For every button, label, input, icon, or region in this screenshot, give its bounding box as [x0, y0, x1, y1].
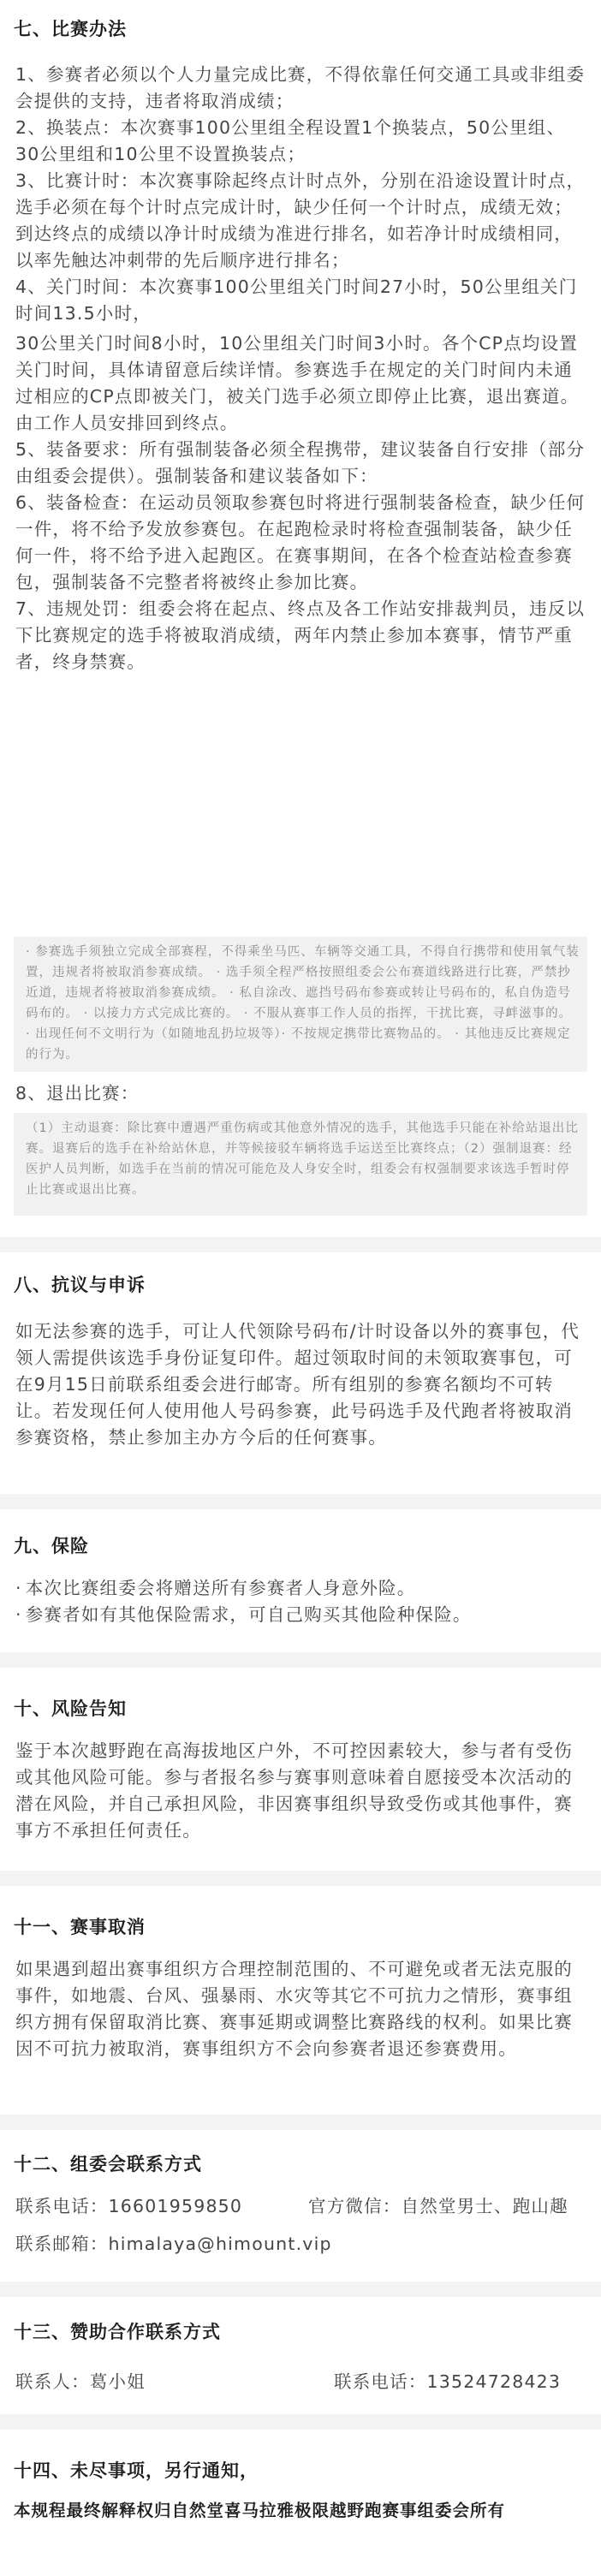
rule-7: 7、违规处罚：组委会将在起点、终点及各工作站安排裁判员，违反以下比赛规定的选手将被取消成绩，两年内禁止参加本赛事，情节严重者，终身禁赛。: [15, 598, 586, 672]
section-divider: [0, 1652, 601, 1668]
rule-1: 1、参赛者必须以个人力量完成比赛，不得依靠任何交通工具或非组委会提供的支持，违者将取消成绩；: [15, 64, 586, 111]
rule-8: 8、退出比赛：: [15, 1083, 140, 1104]
section-divider: [0, 2414, 601, 2430]
organizer-wechat: 官方微信：自然堂男士、跑山趣: [308, 2196, 568, 2216]
section-9-title: 九、保险: [14, 1536, 89, 1556]
section-13-title: 十三、赞助合作联系方式: [14, 2322, 221, 2342]
sponsor-contact: 联系人：葛小姐: [15, 2371, 146, 2392]
section-10-text: 鉴于本次越野跑在高海拔地区户外，不可控因素较大，参与者有受伤或其他风险可能。参与者报名参与赛事则意味着自愿接受本次活动的潜在风险，并自己承担风险，非因赛事组织导致受伤或其他事件，赛事方不承担任何责任。: [15, 1740, 573, 1841]
section-7-title: 七、比赛办法: [14, 19, 127, 39]
section-divider: [0, 1494, 601, 1509]
section-9-list: [15, 1575, 587, 1628]
organizer-phone: 联系电话：16601959850: [15, 2196, 243, 2216]
section-7-rules: [15, 62, 587, 675]
violations-note: · 参赛选手须独立完成全部赛程，不得乘坐马匹、车辆等交通工具，不得自行携带和使用氧气装置，违规者将被取消参赛成绩。 · 选手须全程严格按照组委会公布赛道线路进行比赛，严禁抄近道，违规者将被取消参赛成绩。 · 私自涂改、遮挡号码布参赛或转让号码布的，私自伪造号码布的。 · 以接力方式完成比赛的。 · 不服从赛事工作人员的指挥，干扰比赛，寻衅滋事的。 · 出现任何不文明行为（如随地乱扔垃圾等）· 不按规定携带比赛物品的。 · 其他违反比赛规定的行为。: [26, 945, 580, 1062]
rule-6: 6、装备检查：在运动员领取参赛包时将进行强制装备检查，缺少任何一件，将不给予发放参赛包。在起跑检录时将检查强制装备，缺少任何一件，将不给予进入起跑区。在赛事期间，在各个检查站检查参赛包，强制装备不完整者将被终止参加比赛。: [15, 492, 586, 592]
sponsor-phone: 联系电话：13524728423: [334, 2371, 562, 2392]
section-divider: [0, 2115, 601, 2130]
section-11-title: 十一、赛事取消: [14, 1917, 146, 1937]
section-11-text: 如果遇到超出赛事组织方合理控制范围的、不可避免或者无法克服的事件，如地震、台风、强暴雨、水灾等其它不可抗力之情形，赛事组织方拥有保留取消比赛、赛事延期或调整比赛路线的权利。如果比赛因不可抗力被取消，赛事组织方不会向参赛者退还参赛费用。: [15, 1959, 573, 2059]
section-8-text: 如无法参赛的选手，可让人代领除号码布/计时设备以外的赛事包，代领人需提供该选手身份证复印件。超过领取时间的未领取赛事包，可在9月15日前联系组委会进行邮寄。所有组别的参赛名额均不可转让。若发现任何人使用他人号码参赛，此号码选手及代跑者将被取消参赛资格，禁止参加主办方今后的任何赛事。: [15, 1321, 580, 1448]
insurance-item: · 本次比赛组委会将赠送所有参赛者人身意外险。: [15, 1575, 587, 1602]
section-12-title: 十二、组委会联系方式: [14, 2154, 202, 2174]
rule-4: 4、关门时间：本次赛事100公里组关门时间27小时，50公里组关门时间13.5小时，: [15, 277, 578, 324]
withdraw-note: （1）主动退赛：除比赛中遭遇严重伤病或其他意外情况的选手，其他选手只能在补给站退出比赛。退赛后的选手在补给站休息，并等候接驳车辆将选手运送至比赛终点；（2）强制退赛：经医护人员判断，如选手在当前的情况可能危及人身安全时，组委会有权强制要求该选手暂时停止比赛或退出比赛。: [26, 1121, 579, 1197]
section-divider: [0, 1871, 601, 1886]
section-divider: [0, 1237, 601, 1252]
rule-2: 2、换装点：本次赛事100公里组全程设置1个换装点，50公里组、30公里组和10公里不设置换装点；: [15, 117, 566, 164]
rule-4-cont: 30公里关门时间8小时，10公里组关门时间3小时。各个CP点均设置关门时间，具体请留意后续详情。参赛选手在规定的关门时间内未通过相应的CP点即被关门，被关门选手必须立即停止比赛，退出赛道。由工作人员安排回到终点。: [15, 333, 580, 433]
organizer-email: 联系邮箱：himalaya@himount.vip: [15, 2234, 332, 2254]
section-divider: [0, 2282, 601, 2297]
rule-5: 5、装备要求：所有强制装备必须全程携带，建议装备自行安排（部分由组委会提供）。强制装备和建议装备如下：: [15, 439, 586, 486]
section-14-title: 十四、未尽事项，另行通知，: [14, 2460, 259, 2481]
rule-3: 3、比赛计时：本次赛事除起终点计时点外，分别在沿途设置计时点，选手必须在每个计时点完成计时，缺少任何一个计时点，成绩无效；到达终点的成绩以净计时成绩为准进行排名，如若净计时成绩相同，以率先触达冲刺带的先后顺序进行排名；: [15, 170, 586, 271]
section-8-title: 八、抗议与申诉: [14, 1275, 146, 1295]
section-10-title: 十、风险告知: [14, 1698, 127, 1719]
final-interpretation: 本规程最终解释权归自然堂喜马拉雅极限越野跑赛事组委会所有: [14, 2501, 506, 2520]
insurance-item: · 参赛者如有其他保险需求，可自己购买其他险种保险。: [15, 1602, 587, 1628]
